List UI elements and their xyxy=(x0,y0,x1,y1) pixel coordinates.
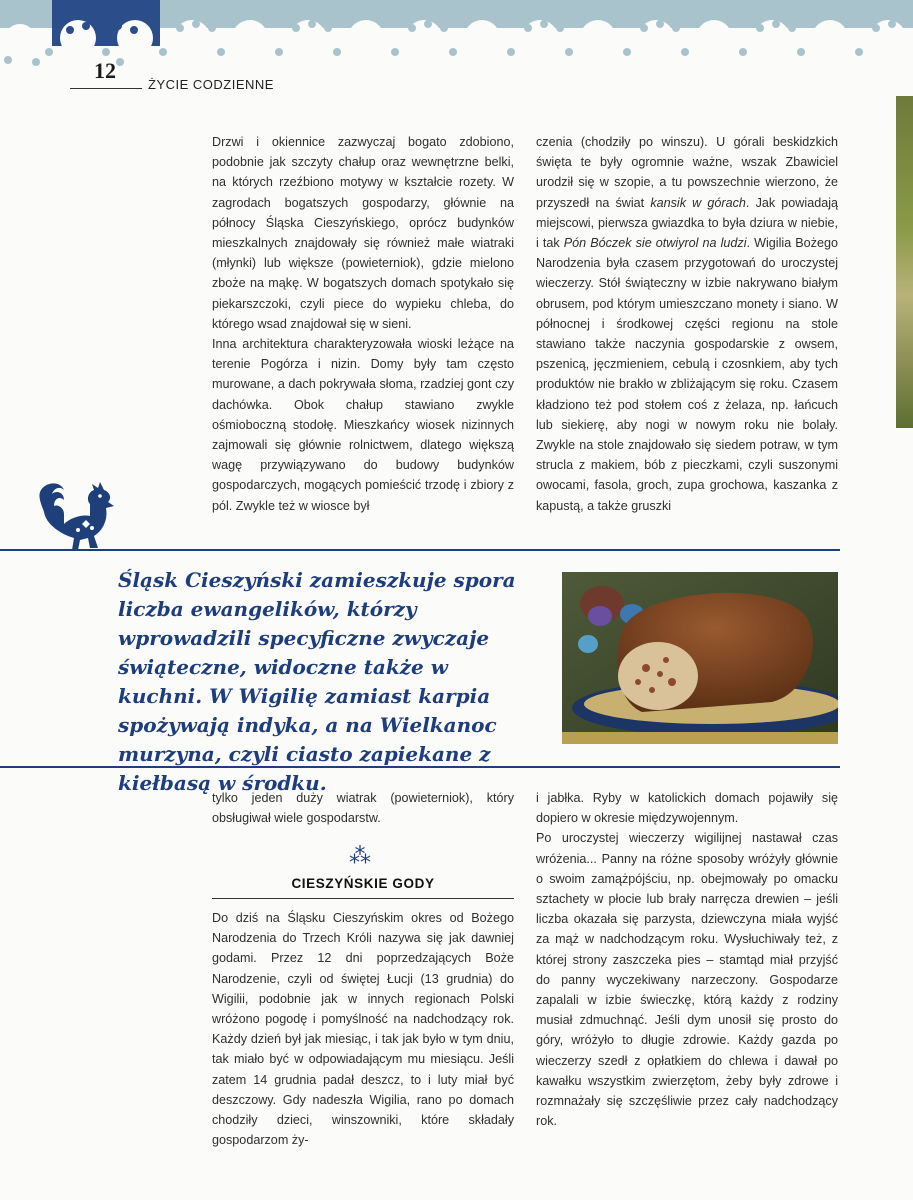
rooster-icon xyxy=(34,478,118,552)
text-run-italic: kansik w górach xyxy=(650,195,746,210)
ornament-icon: ⁂ xyxy=(349,843,371,868)
text-column-bottom-left xyxy=(212,788,514,828)
quote-bottom-rule xyxy=(0,766,840,768)
text-column-bottom-left-body xyxy=(212,908,514,1150)
edge-photo-strip xyxy=(896,96,913,428)
text-run: . Jak powiadają miejscowi, pierwsza gwiazdka to była dziura w niebie, i tak xyxy=(536,195,839,251)
paragraph: Inna architektura charakteryzowała wioski leżące na terenie Pogórza i nizin. Domy były tam często murowane, a dach pokrywała słoma, rzadziej gont czy dachówka. Obok chałup stawiano zwykle ośmioboczną stodołę. Mieszkańcy wiosek nizinnych zajmowali się głównie rolnictwem, dlatego większą wagę przywiązywano do budowy budynków gospodarczych, mogących pomieścić trzodę i zbiory z pól. Zwykle też w wiosce był xyxy=(212,337,514,513)
pull-quote: Śląsk Cieszyński zamieszkuje spora liczba ewangelików, którzy wprowadzili specyficzne zwyczaje świąteczne, widoczne także w kuchni. W Wigilię zamiast karpia spożywają indyka, a na Wielkanoc murzyna, czyli ciasto zapiekane z kiełbasą w środku. xyxy=(118,568,516,795)
cake-photo xyxy=(562,572,838,744)
paragraph: Do dziś na Śląsku Cieszyńskim okres od Bożego Narodzenia do Trzech Króli nazywa się jak dawniej godami. Przez 12 dni poprzedzających Boże Narodzenie, czyli od świętej Łucji (13 grudnia) do Wigilii, podobnie jak w innych regionach Polski wróżono pogodę i pomyślność na nadchodzący rok. Każdy dzień był jak miesiąc, i tak jak było w tym dniu, tak miało być w odpowiadającym mu miesiącu. Jeśli zatem 14 grudnia padał deszcz, to i luty miał być deszczowy. Gdy nadeszła Wigilia, rano po domach chodziły dzieci, winszowniki, które składały gospodarzom ży- xyxy=(212,911,514,1148)
paragraph: i jabłka. Ryby w katolickich domach pojawiły się dopiero w okresie międzywojennym. xyxy=(536,791,838,826)
page-number: 12 xyxy=(94,58,116,83)
quote-top-rule xyxy=(0,549,840,551)
text-column-bottom-right xyxy=(536,788,838,1131)
lace-header-band xyxy=(0,0,913,72)
subheading: CIESZYŃSKIE GODY xyxy=(291,876,435,891)
text-run-italic: Pón Bóczek sie otwiyrol na ludzi xyxy=(563,236,747,251)
text-column-top-right xyxy=(536,132,838,516)
paragraph: Drzwi i okiennice zazwyczaj bogato zdobiono, podobnie jak szczyty chałup oraz wewnętrzne belki, na których rzeźbiono motywy w kształcie rozety. W zagrodach bogatszych gospodarzy, głównie na północy Śląska Cieszyńskiego, oprócz budynków mieszkalnych znajdowały się również małe wiatraki (młynki) lub większe (powieterniok), gdzie mielono zboże na mąkę. W bogatszych domach spotykało się piekarszczoki, czyli piece do wypieku chleba, do którego wsad znajdował się w sieni. xyxy=(212,135,514,331)
text-column-top-left xyxy=(212,132,514,516)
paragraph xyxy=(536,132,838,516)
paragraph: tylko jeden duży wiatrak (powieterniok), który obsługiwał wiele gospodarstw. xyxy=(212,791,514,826)
section-title: ŻYCIE CODZIENNE xyxy=(148,77,274,92)
header-divider xyxy=(70,88,142,89)
text-run: . Wigilia Bożego Narodzenia była czasem przygotowań do uroczystej wieczerzy. Stół świąteczny w izbie nakrywano białym obrusem, pod którym umieszczano monety i siano. W północnej i środkowej części regionu na stole stawiano także naczynia gospodarskie z owsem, pszenicą, jęczmieniem, cebulą i czosnkiem, aby tych produktów nie brakło w zbliżającym się roku. Czasem kładziono też pod stołem coś z żelaza, np. łańcuch lub siekierę, aby nogi w nowym roku nie bolały. Zwykle na stole znajdowało się siedem potraw, w tym strucla z makiem, bób z pieczkami, czyli suszonymi owocami, fasola, groch, zupa grochowa, kaszanka z kapustą, a także gruszki xyxy=(536,236,838,513)
paragraph: Po uroczystej wieczerzy wigilijnej nastawał czas wróżenia... Panny na różne sposoby wróżyły głównie o swoim zamążpójściu, np. obejmowały po omacku sztachety w płocie lub brały narręcza drewien – jeśli liczba okazała się parzysta, dziewczyna miała wyjść za mąż w nadchodzącym roku. Wysłuchiwały też, z której strony zaszczeka pies – stamtąd miał przyjść do panny wyczekiwany narzeczony. Gospodarze zapalali w izbie świeczkę, którą każdy z rodziny musiał zdmuchnąć. Jeśli dym unosił się prosto do góry, wróżyło to długie zdrowie. Każdy gazda po wieczerzy szedł z opłatkiem do chlewa i dawał po kawałku wszystkim zwierzętom, żeby były zdrowe i rozmnażały się szczęśliwie przez cały nadchodzący rok. xyxy=(536,831,838,1129)
text-run: czenia (chodziły po winszu). U górali beskidzkich święta te były ogromnie ważne, wszak Zbawiciel urodził się w szopie, a tu powszechnie wierzono, że przyszedł na świat xyxy=(536,135,838,210)
subheading-underline xyxy=(212,898,514,899)
